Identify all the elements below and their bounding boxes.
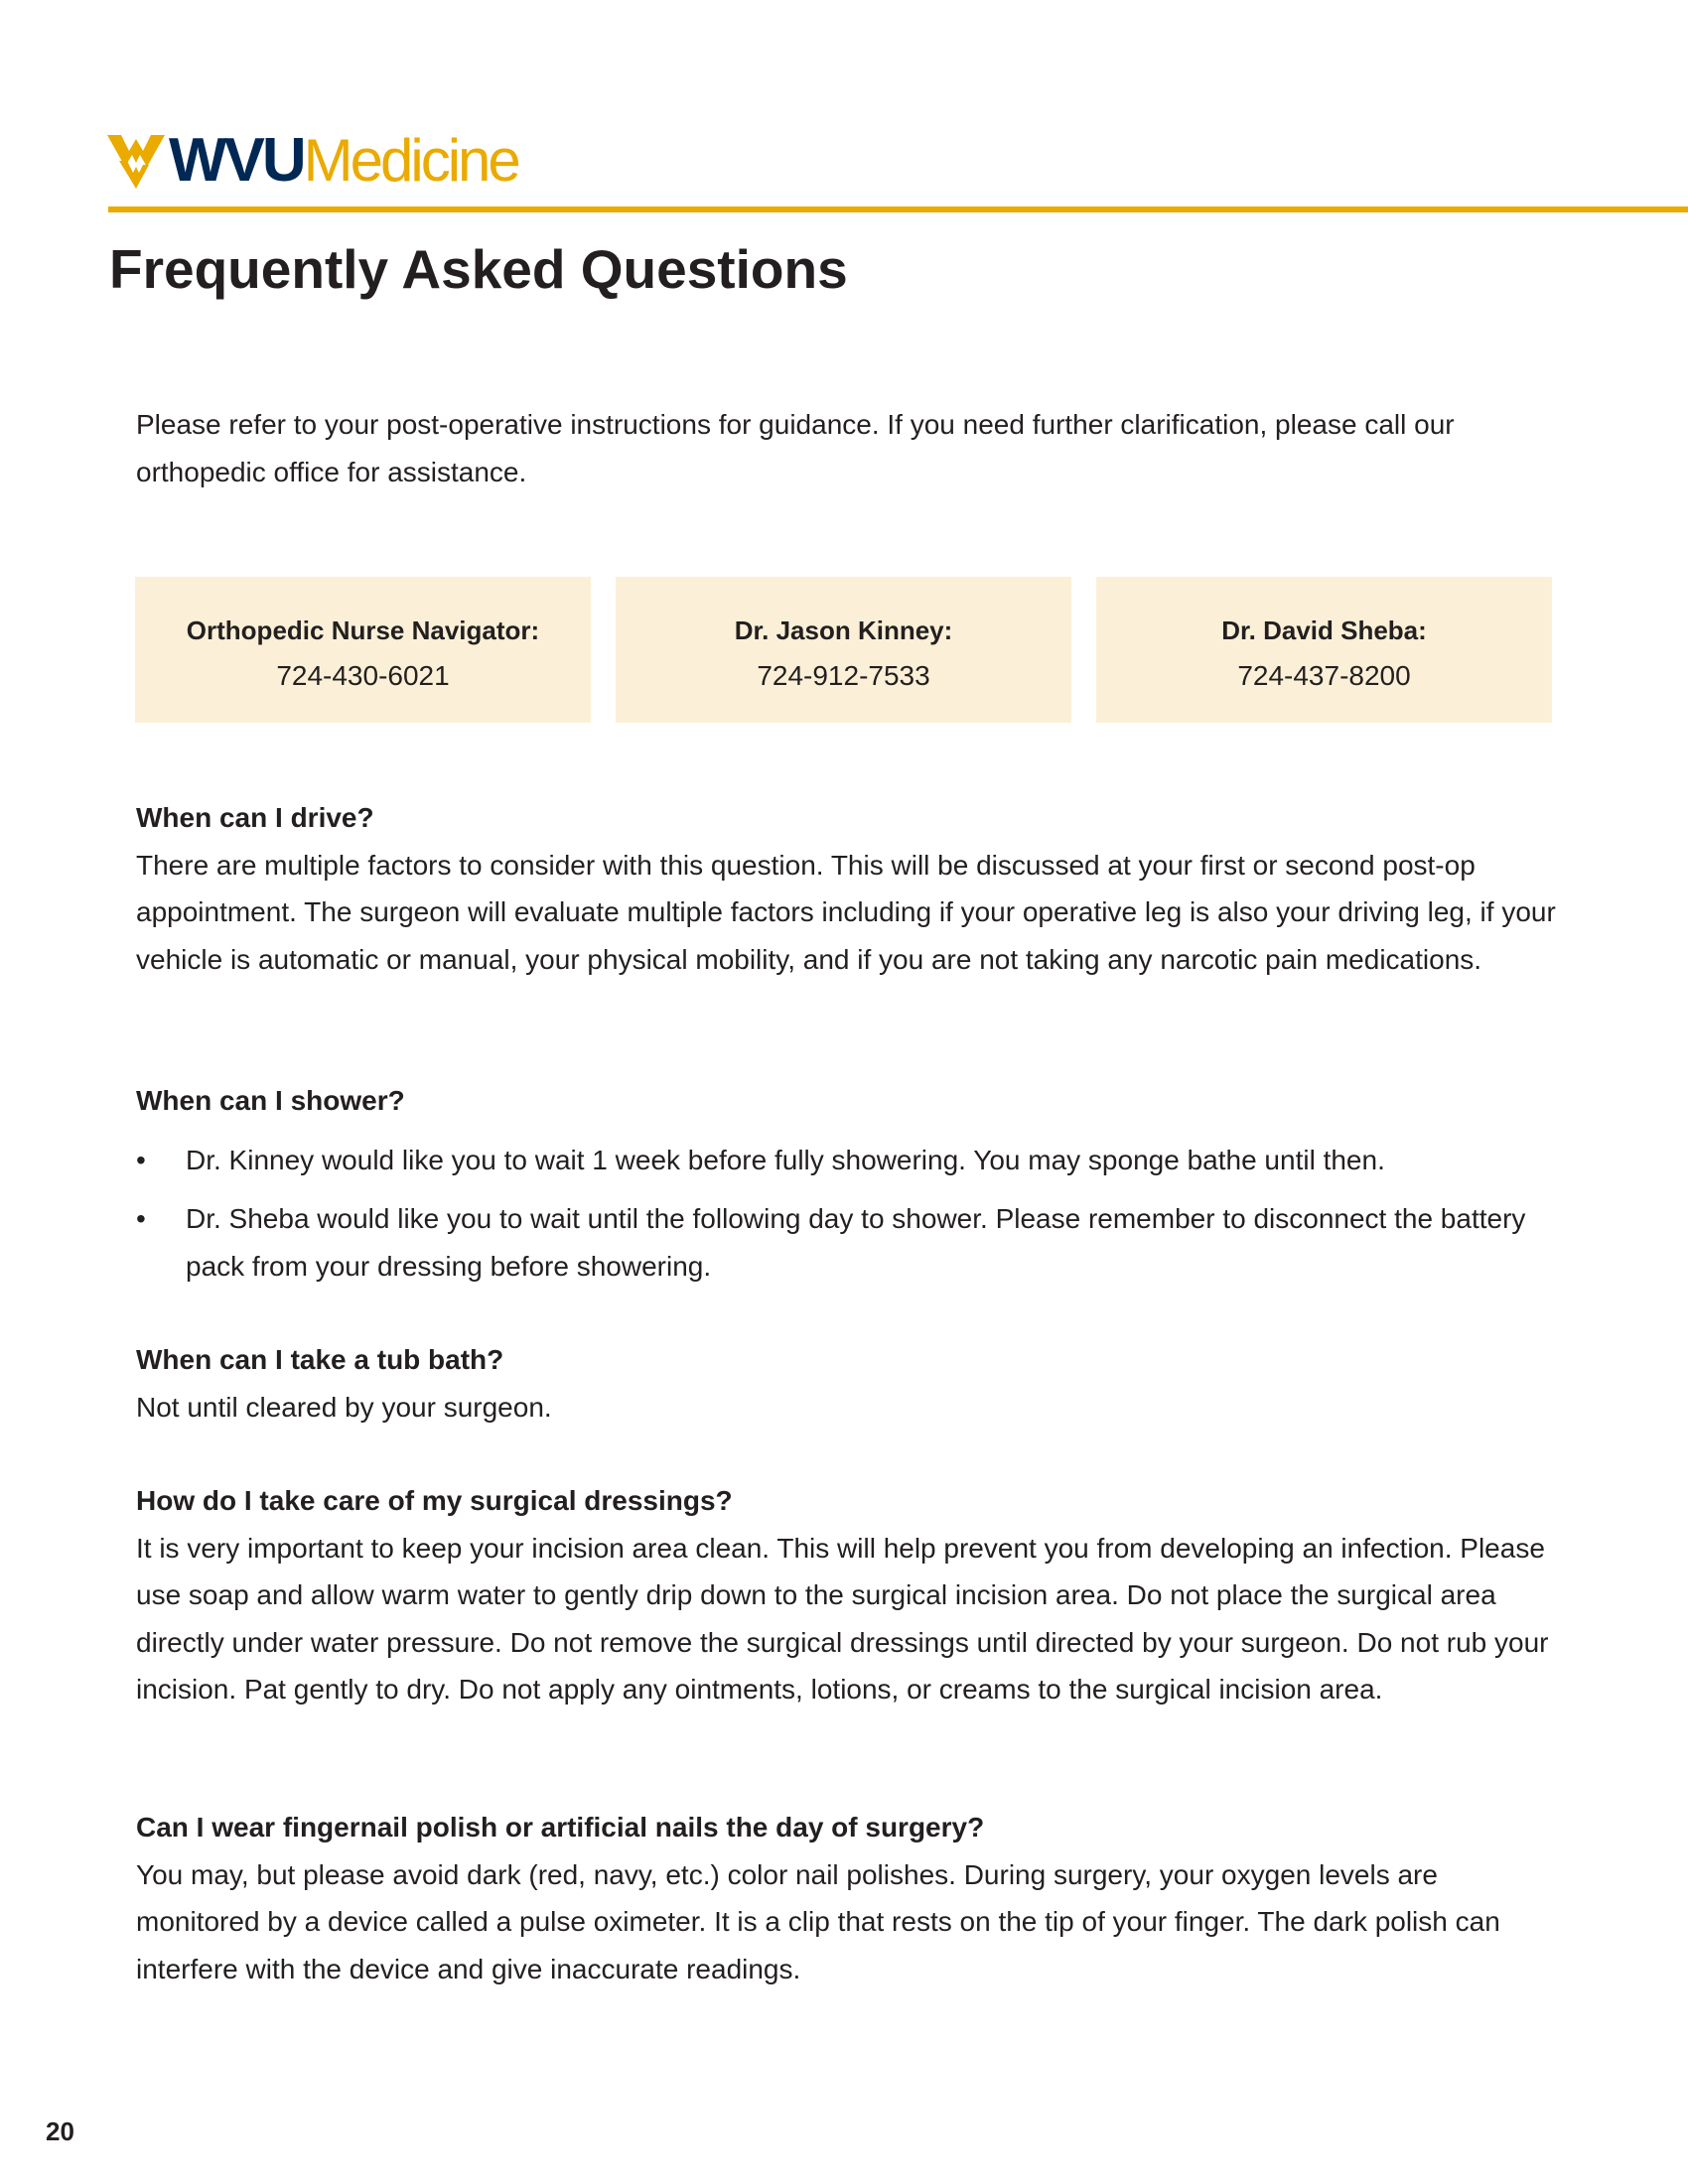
faq-drive bbox=[136, 794, 1566, 983]
faq-question: Can I wear fingernail polish or artificial nails the day of surgery? bbox=[136, 1812, 985, 1843]
logo-wvu: WVU bbox=[169, 126, 304, 195]
intro-text: Please refer to your post-operative instructions for guidance. If you need further clarification, please call our orthopedic office for assistance. bbox=[136, 409, 1455, 487]
faq-question: When can I take a tub bath? bbox=[136, 1344, 504, 1375]
page-title: Frequently Asked Questions bbox=[109, 238, 848, 300]
faq-answer: You may, but please avoid dark (red, navy, etc.) color nail polishes. During surgery, your oxygen levels are monitored by a device called a pulse oximeter. It is a clip that rests on the tip of your finger. The dark polish can interfere with the device and give inaccurate readings. bbox=[136, 1858, 1500, 1984]
faq-bullets bbox=[136, 1137, 1566, 1291]
faq-nails bbox=[136, 1804, 1566, 1992]
faq-question: How do I take care of my surgical dressings? bbox=[136, 1485, 733, 1516]
contact-box-nurse bbox=[135, 577, 591, 723]
contact-label: Dr. David Sheba: bbox=[1221, 615, 1427, 645]
faq-dressings bbox=[136, 1477, 1566, 1713]
logo-medicine: Medicine bbox=[303, 127, 518, 194]
list-item bbox=[136, 1195, 1566, 1290]
faq-answer: There are multiple factors to consider with this question. This will be discussed at your first or second post-op appointment. The surgeon will evaluate multiple factors including if your operative leg is also your driving leg, if your vehicle is automatic or manual, your physical mobility, and if you are not taking any narcotic pain medications. bbox=[136, 849, 1556, 975]
contact-phone: 724-912-7533 bbox=[757, 660, 930, 691]
contact-phone: 724-430-6021 bbox=[276, 660, 450, 691]
faq-answer: Not until cleared by your surgeon. bbox=[136, 1391, 552, 1423]
faq-question: When can I drive? bbox=[136, 802, 374, 833]
contact-label: Orthopedic Nurse Navigator: bbox=[186, 615, 540, 645]
flying-wv-icon bbox=[107, 131, 165, 191]
bullet-text: Dr. Kinney would like you to wait 1 week before fully showering. You may sponge bathe until then. bbox=[186, 1144, 1385, 1175]
faq-question: When can I shower? bbox=[136, 1085, 405, 1116]
list-item bbox=[136, 1137, 1566, 1184]
bullet-icon: • bbox=[136, 1144, 146, 1175]
contact-phone: 724-437-8200 bbox=[1237, 660, 1411, 691]
page-number: 20 bbox=[46, 2116, 74, 2146]
faq-shower bbox=[136, 1077, 1566, 1301]
header-rule bbox=[108, 206, 1688, 212]
contact-box-kinney bbox=[616, 577, 1071, 723]
bullet-icon: • bbox=[136, 1203, 146, 1234]
bullet-text: Dr. Sheba would like you to wait until the following day to shower. Please remember to disconnect the battery pack from your dressing before showering. bbox=[186, 1203, 1526, 1282]
contact-label: Dr. Jason Kinney: bbox=[734, 615, 953, 645]
wvu-medicine-logo bbox=[107, 126, 518, 195]
faq-tub-bath bbox=[136, 1336, 1566, 1431]
contact-box-sheba bbox=[1096, 577, 1552, 723]
faq-answer: It is very important to keep your incision area clean. This will help prevent you from developing an infection. Please use soap and allow warm water to gently drip down to the surgical incision area. Do not place the surgical area directly under water pressure. Do not remove the surgical dressings until directed by your surgeon. Do not rub your incision. Pat gently to dry. Do not apply any ointments, lotions, or creams to the surgical incision area. bbox=[136, 1532, 1549, 1705]
